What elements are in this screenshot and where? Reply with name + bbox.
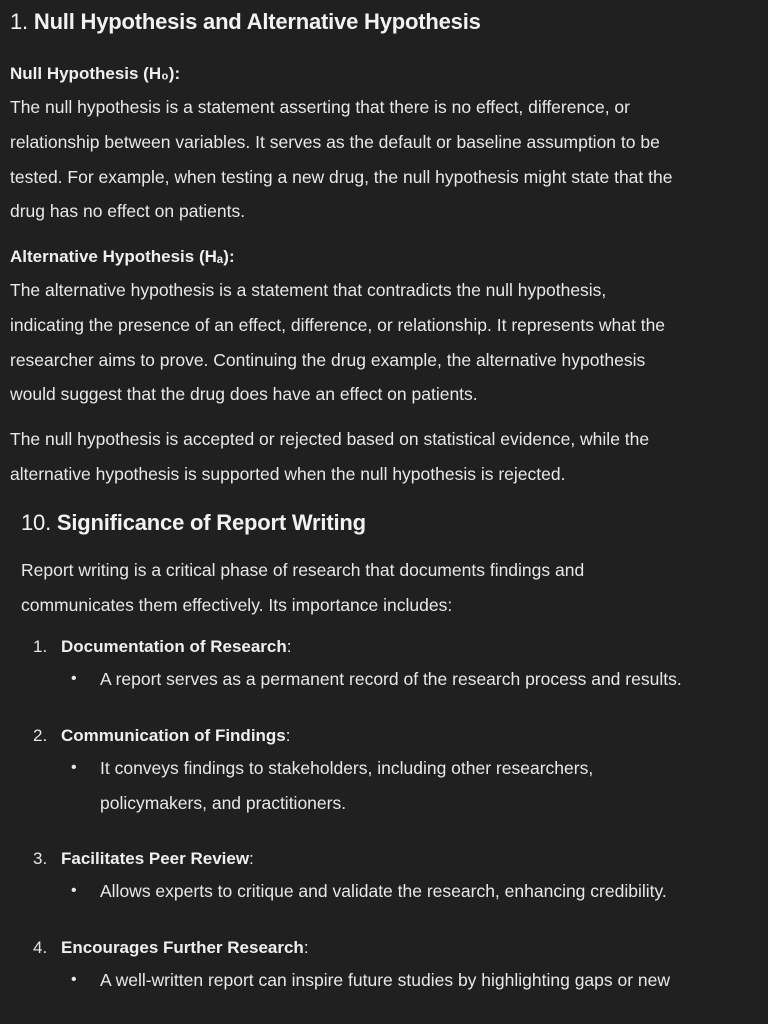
paragraph-line: communicates them effectively. Its importance includes: (21, 594, 453, 615)
paragraph-line: indicating the presence of an effect, difference, or relationship. It represents what the (10, 314, 666, 335)
paragraph-line: The null hypothesis is accepted or rejected based on statistical evidence, while the (10, 429, 650, 449)
bullet-icon: • (71, 670, 77, 687)
section1-number: 1. (10, 9, 28, 34)
section1-heading (10, 6, 481, 38)
bullet-icon: • (71, 882, 77, 899)
section1-title: Null Hypothesis and Alternative Hypothesis (33, 9, 481, 34)
paragraph-line: would suggest that the drug does have an effect on patients. (10, 384, 478, 405)
null-hypothesis-paragraph (10, 90, 672, 229)
list-item (21, 632, 761, 689)
section2-number: 10. (21, 510, 51, 535)
list-item-colon: : (249, 849, 254, 868)
bullet-line: A well-written report can inspire future studies by highlighting gaps or new (100, 970, 671, 990)
bullet-point (71, 662, 682, 697)
paragraph-line: Report writing is a critical phase of research that documents findings and (21, 560, 585, 580)
bullet-line: Allows experts to critique and validate the research, enhancing credibility. (100, 881, 667, 901)
bullet-icon: • (71, 759, 77, 776)
null-hypothesis-heading: Null Hypothesis (H₀): (10, 64, 181, 83)
paragraph-line: researcher aims to prove. Continuing the drug example, the alternative hypothesis (10, 349, 646, 370)
bullet-icon: • (71, 971, 77, 988)
alternative-hypothesis-paragraph (10, 273, 665, 412)
bullet-point (71, 963, 670, 998)
report-writing-intro (21, 553, 584, 623)
list-item-number: 3. (33, 849, 48, 868)
bullet-line: It conveys findings to stakeholders, including other researchers, (100, 758, 594, 778)
list-item-number: 4. (33, 938, 48, 957)
list-item-title: Documentation of Research (61, 637, 287, 656)
paragraph-line: relationship between variables. It serves as the default or baseline assumption to be (10, 131, 660, 152)
bullet-line: A report serves as a permanent record of the research process and results. (100, 669, 682, 689)
list-item-colon: : (285, 726, 291, 745)
list-item (21, 721, 761, 813)
bullet-line: policymakers, and practitioners. (100, 792, 347, 813)
paragraph-line: The null hypothesis is a statement asserting that there is no effect, difference, or (10, 97, 630, 117)
bullet-point (71, 751, 593, 821)
list-item (21, 844, 761, 901)
bullet-point (71, 874, 667, 909)
list-item-colon: : (286, 637, 292, 656)
paragraph-line: tested. For example, when testing a new drug, the null hypothesis might state that the (10, 166, 673, 187)
list-item-colon: : (303, 938, 309, 957)
paragraph-line: The alternative hypothesis is a statement that contradicts the null hypothesis, (10, 280, 607, 300)
paragraph-line: drug has no effect on patients. (10, 201, 246, 222)
list-item-title: Communication of Findings (61, 726, 286, 745)
section2-title: Significance of Report Writing (56, 510, 366, 535)
hypothesis-conclusion-paragraph (10, 422, 649, 492)
list-item-number: 2. (33, 726, 48, 745)
section2-heading (21, 506, 366, 540)
paragraph-line: alternative hypothesis is supported when the null hypothesis is rejected. (10, 463, 566, 484)
alternative-hypothesis-heading: Alternative Hypothesis (Hₐ): (10, 247, 235, 266)
list-item-title: Encourages Further Research (61, 938, 304, 957)
list-item-number: 1. (33, 637, 48, 656)
list-item (21, 933, 761, 990)
list-item-title: Facilitates Peer Review (61, 849, 250, 868)
